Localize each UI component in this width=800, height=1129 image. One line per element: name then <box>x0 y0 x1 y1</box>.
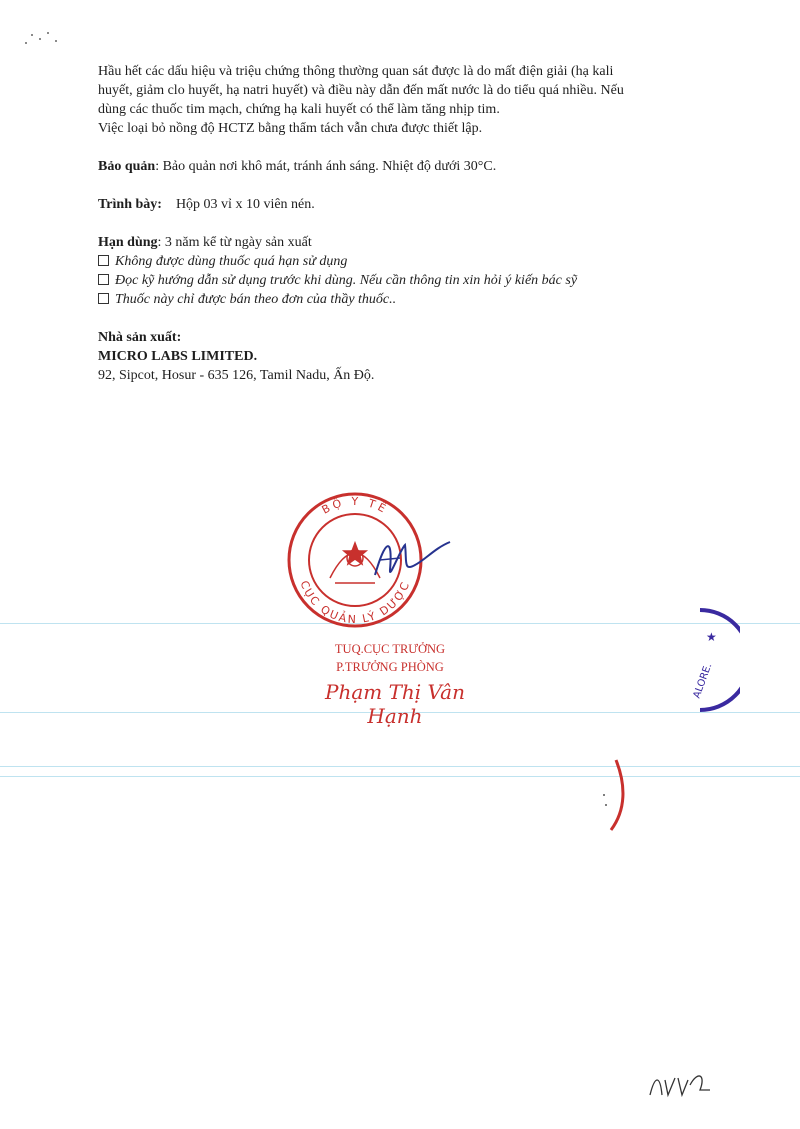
seal-top-text: BỘ Y TẾ <box>319 494 391 517</box>
svg-text:★: ★ <box>706 630 717 644</box>
checkbox-icon <box>98 293 109 304</box>
handwritten-mark <box>640 1060 730 1105</box>
scan-speckles <box>18 25 68 55</box>
edge-stamp <box>680 605 740 715</box>
scan-line <box>0 766 800 767</box>
effects-line-2: huyết, giảm clo huyết, hạ natri huyết) và điều này dẫn đến mất nước là do tiểu quá nhiều. Nếu <box>98 83 624 98</box>
seal-bottom-text: CỤC QUẢN LÝ DƯỢC <box>297 578 413 627</box>
manufacturer-label: Nhà sản xuất: <box>98 330 182 345</box>
checkbox-icon <box>98 274 109 285</box>
presentation-text: Hộp 03 vỉ x 10 viên nén. <box>175 197 315 212</box>
dialysis-line: Việc loại bỏ nồng độ HCTZ bằng thẩm tách vẫn chưa được thiết lập. <box>98 121 483 136</box>
storage-text: : Bảo quản nơi khô mát, tránh ánh sáng. Nhiệt độ dưới 30°C. <box>155 159 497 174</box>
edge-stamp-text: ALORE. <box>691 661 715 700</box>
storage-label: Bảo quản <box>98 159 156 174</box>
warning-item: Thuốc này chỉ được bán theo đơn của thầy thuốc.. <box>98 290 738 309</box>
storage-section <box>98 157 738 176</box>
signatory-block <box>300 640 480 676</box>
signatory-name: Phạm Thị Vân Hạnh <box>325 680 465 728</box>
presentation-label: Trình bày: <box>98 197 162 212</box>
presentation-section <box>98 195 738 214</box>
shelf-life-section <box>98 233 738 252</box>
manufacturer-name: MICRO LABS LIMITED. <box>98 349 258 364</box>
signatory-title-1: TUQ.CỤC TRƯỞNG <box>334 642 446 656</box>
scan-line <box>0 776 800 777</box>
document-body <box>98 62 738 385</box>
checkbox-icon <box>98 255 109 266</box>
effects-line-3: dùng các thuốc tim mạch, chứng hạ kali huyết có thể làm tăng nhịp tim. <box>98 102 500 117</box>
red-ink-mark <box>596 755 636 835</box>
effects-line-1: Hầu hết các dấu hiệu và triệu chứng thông thường quan sát được là do mất điện giải (hạ kali <box>98 64 614 79</box>
warning-item: Không được dùng thuốc quá hạn sử dụng <box>98 252 738 271</box>
shelf-life-text: : 3 năm kể từ ngày sản xuất <box>157 235 312 250</box>
signatory-title-2: P.TRƯỞNG PHÒNG <box>336 660 444 674</box>
signature-scribble <box>355 530 455 590</box>
manufacturer-address: 92, Sipcot, Hosur - 635 126, Tamil Nadu, Ấn Độ. <box>98 368 375 383</box>
shelf-life-label: Hạn dùng <box>98 235 158 250</box>
warning-item: Đọc kỹ hướng dẫn sử dụng trước khi dùng. Nếu cần thông tin xin hỏi ý kiến bác sỹ <box>98 271 738 290</box>
